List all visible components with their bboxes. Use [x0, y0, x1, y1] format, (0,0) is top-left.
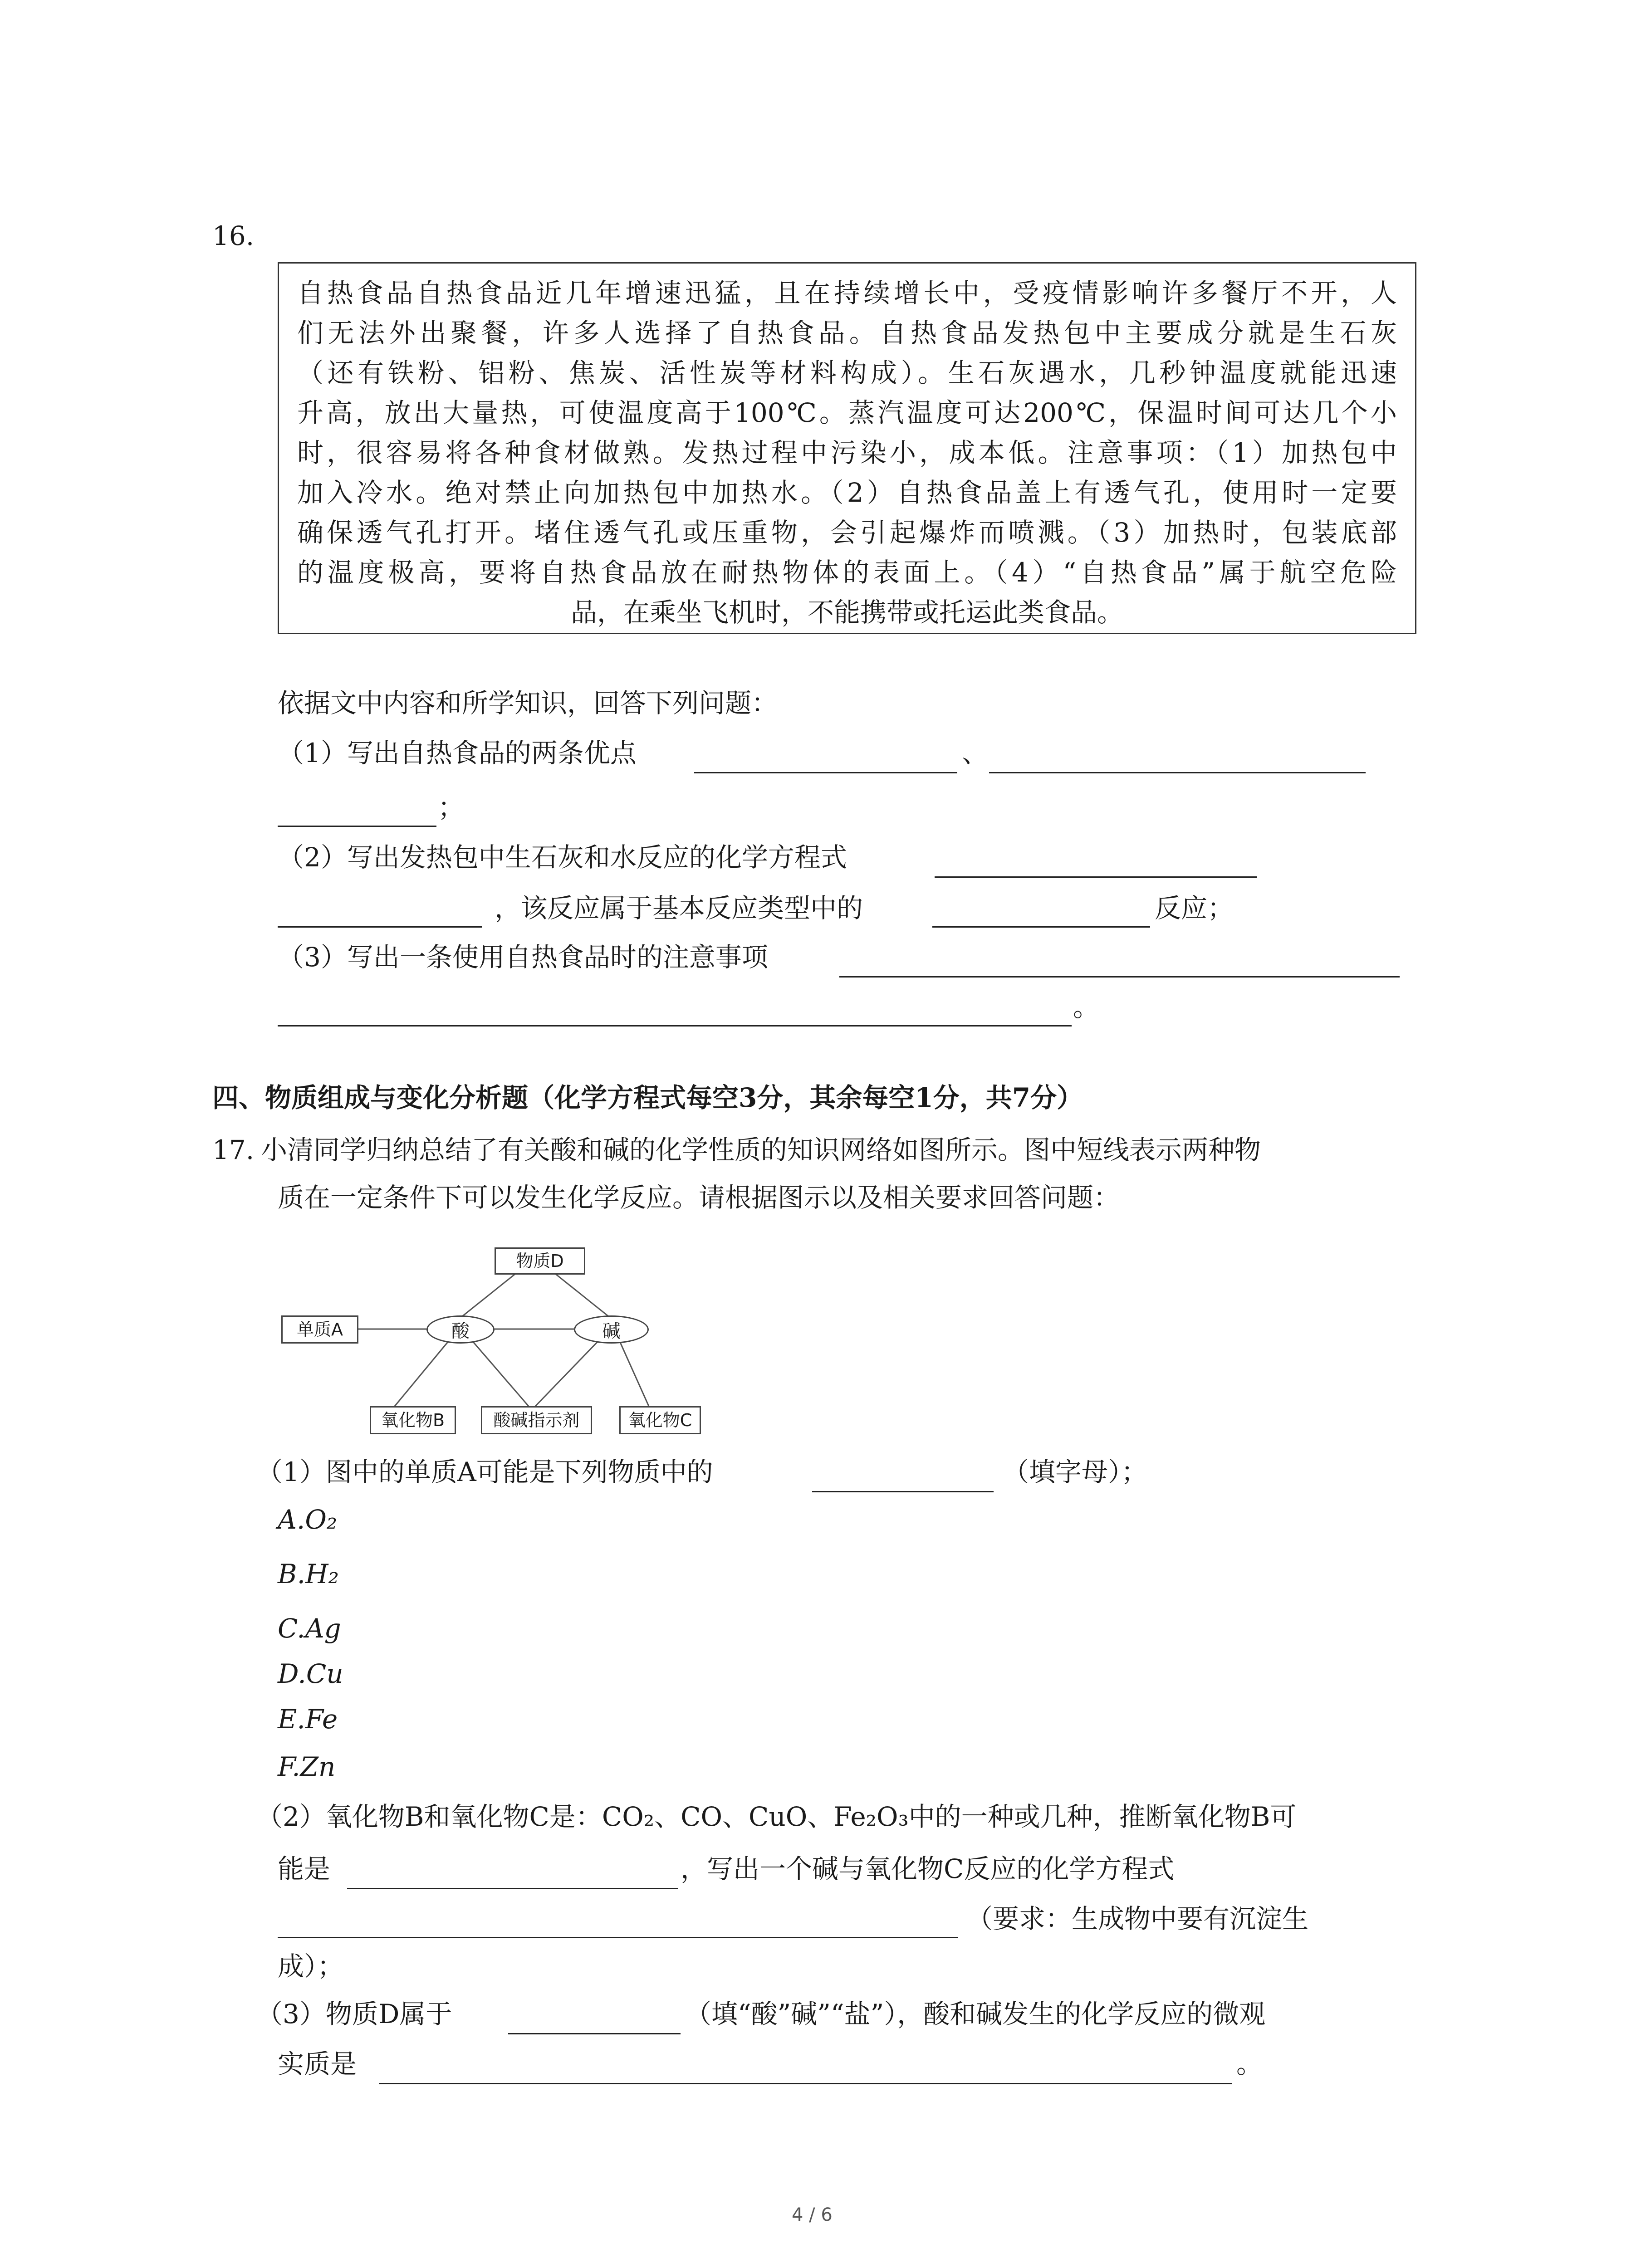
q17-part2-line2a: 能是 [278, 1853, 331, 1884]
q17-part3-line2b: 。 [1236, 2048, 1263, 2079]
q17-part2-line4: 成）； [278, 1951, 344, 1982]
q17-number: 17. [212, 1134, 255, 1165]
q17-part2-line2b: ，写出一个碱与氧化物C反应的化学方程式 [681, 1853, 1175, 1884]
passage-line: 加入冷水。绝对禁止向加热包中加热水。（2）自热食品盖上有透气孔，使用时一定要 [297, 477, 1397, 508]
answer-blank[interactable] [278, 1937, 958, 1938]
node-element-a: 单质A [281, 1315, 358, 1344]
q17-part3-line1b: （填“酸”碱”“盐”），酸和碱发生的化学反应的微观 [685, 1999, 1266, 2029]
answer-blank[interactable] [278, 826, 436, 827]
q16-part1-end: ； [438, 792, 465, 823]
answer-blank[interactable] [379, 2083, 1232, 2084]
q16-part1-sep: 、 [962, 738, 989, 768]
answer-blank[interactable] [935, 876, 1257, 878]
option-d[interactable]: D.Cu [278, 1658, 343, 1689]
answer-blank[interactable] [989, 772, 1366, 773]
page-number: 4 / 6 [792, 2204, 833, 2225]
q16-passage-box [278, 262, 1416, 634]
answer-blank[interactable] [812, 1491, 994, 1492]
q17-part1-end: （填字母）； [1003, 1457, 1148, 1487]
passage-line: 时，很容易将各种食材做熟。发热过程中污染小，成本低。注意事项：（1）加热包中 [297, 437, 1397, 468]
answer-blank[interactable] [694, 772, 957, 773]
q17-part3-line1a: （3）物质D属于 [256, 1999, 452, 2029]
q17-part1: （1）图中的单质A可能是下列物质中的 [256, 1457, 713, 1487]
node-substance-d: 物质D [495, 1247, 585, 1275]
q16-part3-end: 。 [1073, 992, 1100, 1022]
q17-part2-line3: （要求：生成物中要有沉淀生 [966, 1903, 1309, 1934]
node-oxide-c: 氧化物C [619, 1406, 701, 1434]
node-base: 碱 [574, 1315, 649, 1344]
answer-blank[interactable] [932, 926, 1150, 928]
q17-line1: 小清同学归纳总结了有关酸和碱的化学性质的知识网络如图所示。图中短线表示两种物 [261, 1134, 1261, 1165]
answer-blank[interactable] [508, 2033, 681, 2034]
answer-blank[interactable] [278, 926, 482, 928]
q16-part1: （1）写出自热食品的两条优点 [278, 738, 637, 768]
node-acid: 酸 [426, 1315, 495, 1344]
q16-intro: 依据文中内容和所学知识，回答下列问题： [278, 688, 778, 719]
passage-line: 品，在乘坐飞机时，不能携带或托运此类食品。 [570, 597, 1123, 628]
passage-line: （还有铁粉、铝粉、焦炭、活性炭等材料构成）。生石灰遇水，几秒钟温度就能迅速 [297, 357, 1397, 388]
passage-line: 升高，放出大量热，可使温度高于100℃。蒸汽温度可达200℃，保温时间可达几个小 [297, 397, 1397, 428]
q16-part2: （2）写出发热包中生石灰和水反应的化学方程式 [278, 842, 847, 873]
section-title: 四、物质组成与变化分析题（化学方程式每空3分，其余每空1分，共7分） [212, 1082, 1083, 1113]
reaction-network-diagram [281, 1225, 717, 1438]
node-indicator: 酸碱指示剂 [481, 1406, 592, 1434]
option-e[interactable]: E.Fe [278, 1704, 338, 1735]
q16-number: 16. [212, 220, 255, 251]
option-c[interactable]: C.Ag [278, 1613, 341, 1644]
answer-blank[interactable] [839, 976, 1400, 978]
answer-blank[interactable] [278, 1025, 1072, 1026]
passage-line: 的温度极高，要将自热食品放在耐热物体的表面上。（4）“自热食品”属于航空危险 [297, 557, 1397, 588]
option-a[interactable]: A.O₂ [278, 1504, 338, 1535]
passage-line: 确保透气孔打开。堵住透气孔或压重物，会引起爆炸而喷溅。（3）加热时，包装底部 [297, 517, 1397, 548]
q17-line2: 质在一定条件下可以发生化学反应。请根据图示以及相关要求回答问题： [278, 1182, 1120, 1213]
q16-part2-end: 反应； [1155, 893, 1234, 924]
option-b[interactable]: B.H₂ [278, 1559, 339, 1589]
passage-line: 们无法外出聚餐，许多人选择了自热食品。自热食品发热包中主要成分就是生石灰 [297, 318, 1397, 348]
passage-line: 自热食品自热食品近几年增速迅猛，且在持续增长中，受疫情影响许多餐厅不开，人 [297, 278, 1397, 308]
option-f[interactable]: F.Zn [278, 1751, 336, 1782]
q16-part3: （3）写出一条使用自热食品时的注意事项 [278, 942, 768, 973]
answer-blank[interactable] [347, 1888, 678, 1889]
q17-part3-line2a: 实质是 [278, 2048, 357, 2079]
q17-part2-line1: （2）氧化物B和氧化物C是：CO₂、CO、CuO、Fe₂O₃中的一种或几种，推断氧化物B可 [256, 1801, 1297, 1832]
q16-part2-mid: ，该反应属于基本反应类型中的 [495, 893, 863, 924]
node-oxide-b: 氧化物B [370, 1406, 456, 1434]
